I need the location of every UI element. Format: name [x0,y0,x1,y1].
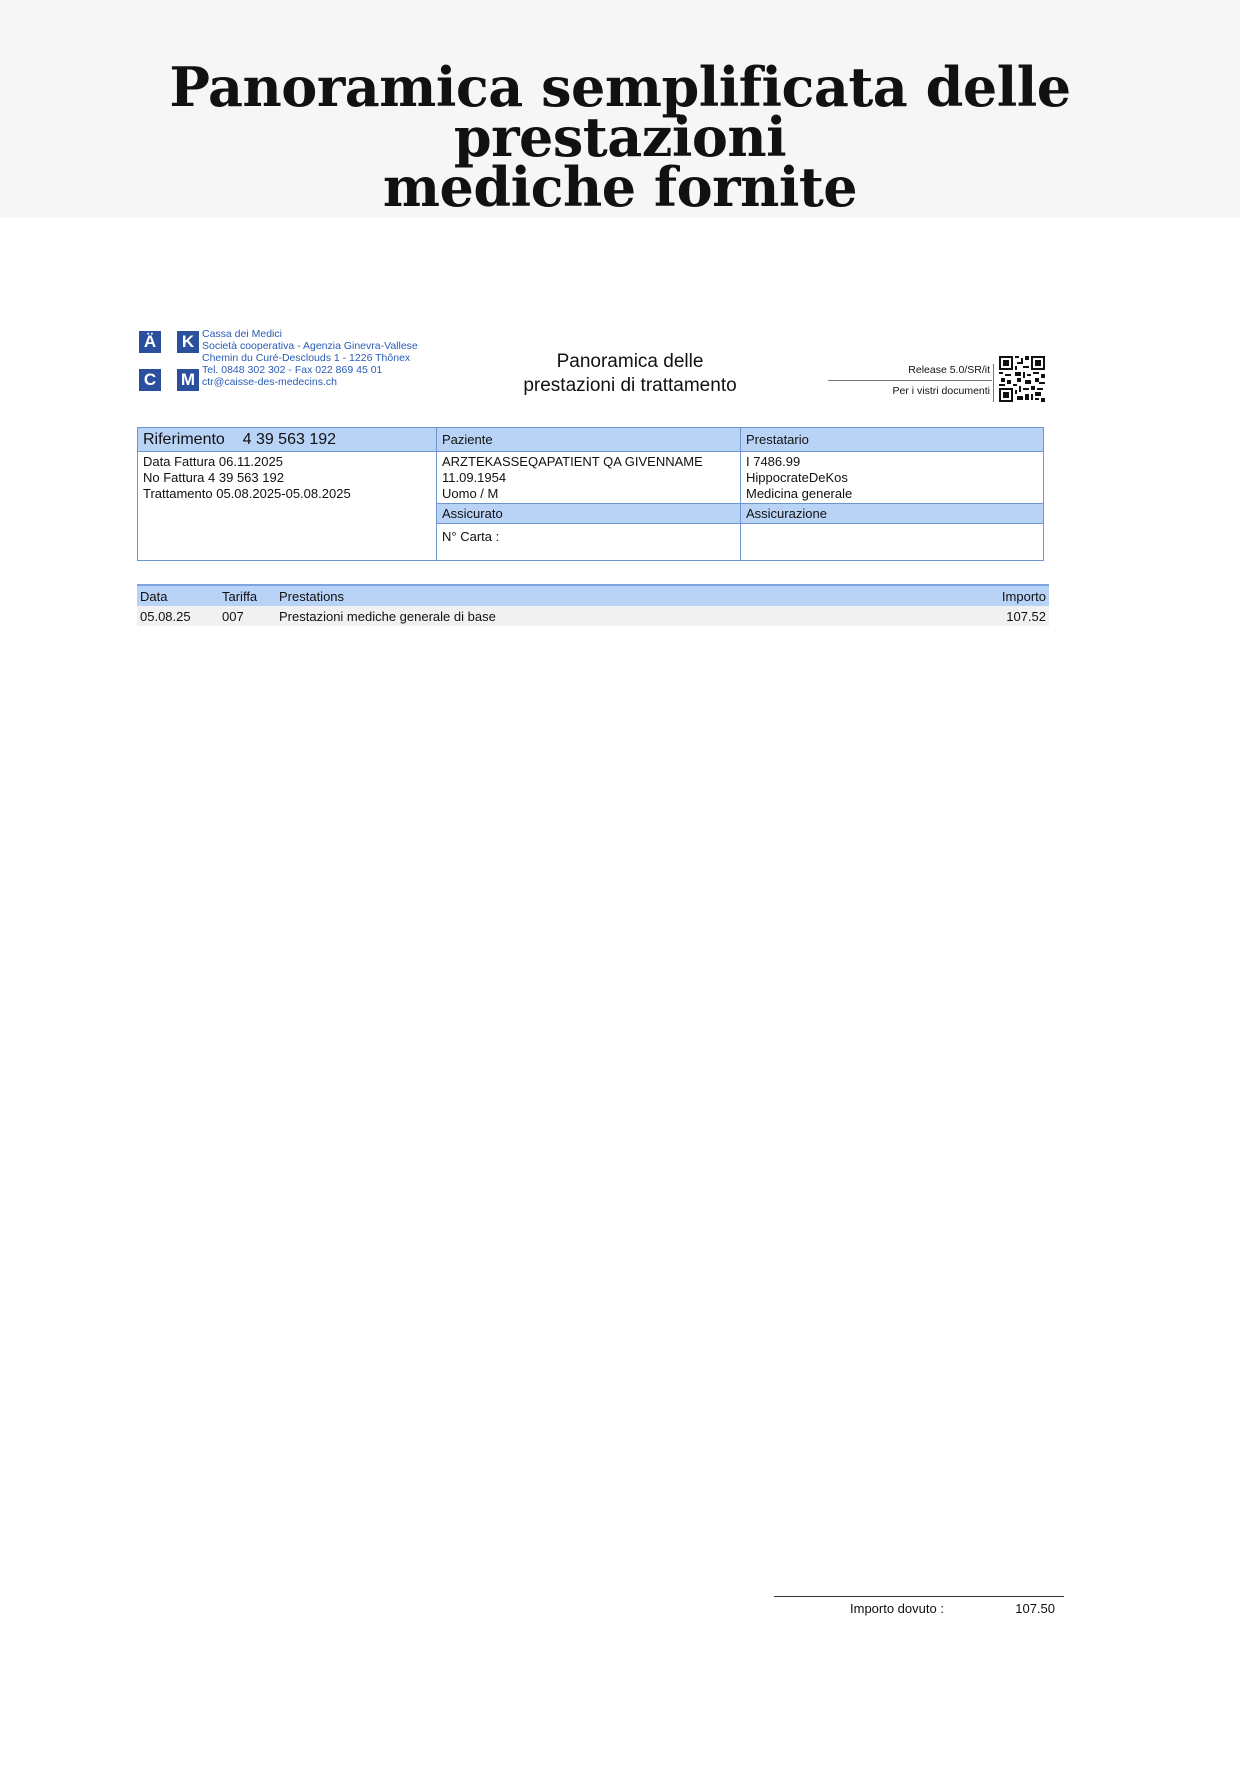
reference-column [138,428,437,560]
column-header-date: Data [137,585,219,606]
qr-code-icon [999,356,1045,402]
provider-specialty: Medicina generale [746,486,853,501]
page-title-line-1: Panoramica semplificata delle prestazioni [169,55,1071,169]
provider-name: HippocrateDeKos [746,470,848,485]
service-description: Prestazioni mediche generale di base [276,606,963,626]
company-email: ctr@caisse-des-medecins.ch [202,376,337,388]
reference-value: 4 39 563 192 [242,431,337,448]
company-address-block [202,328,418,388]
patient-name: ARZTEKASSEQAPATIENT QA GIVENNAME [442,454,703,469]
invoice-number: No Fattura 4 39 563 192 [143,470,284,485]
logo-letter-a: Ä [139,331,161,353]
document-title-line-1: Panoramica delle [556,351,704,372]
release-divider [993,364,994,402]
reference-label: Riferimento [143,431,225,448]
amount-due-value: 107.50 [1015,1601,1055,1616]
release-info [828,364,992,397]
document-title [480,350,780,398]
column-header-tariff: Tariffa [219,585,276,606]
logo-letter-c: C [139,369,161,391]
treatment-period: Trattamento 05.08.2025-05.08.2025 [143,486,351,501]
column-header-service: Prestations [276,585,963,606]
service-tariff: 007 [219,606,276,626]
page-title [0,55,1240,219]
provider-id: I 7486.99 [746,454,801,469]
service-amount: 107.52 [963,606,1049,626]
patient-column [437,428,741,560]
amount-due [774,1596,1064,1616]
company-type: Società cooperativa - Agenzia Ginevra-Vallese [202,340,418,352]
insured-header: Assicurato [437,503,740,524]
table-row [137,606,1049,626]
service-date: 05.08.25 [137,606,219,626]
services-table [137,584,1049,626]
invoice-info-box [137,427,1044,561]
document-title-line-2: prestazioni di trattamento [523,375,737,396]
provider-column [741,428,1043,560]
logo-letter-m: M [177,369,199,391]
patient-header: Paziente [437,428,740,452]
patient-sex: Uomo / M [442,486,499,501]
company-address: Chemin du Curé-Desclouds 1 - 1226 Thônex [202,352,411,364]
card-number-label: N° Carta : [442,529,500,544]
patient-birthdate: 11.09.1954 [442,470,507,485]
page-banner [0,0,1240,218]
provider-header: Prestatario [741,428,1043,452]
page-title-line-2: mediche fornite [382,155,858,219]
release-version: Release 5.0/SR/it [828,364,992,381]
insurance-header: Assicurazione [741,503,1043,524]
company-name: Cassa dei Medici [202,328,282,340]
documents-note: Per i vistri documenti [892,385,990,397]
services-header-row [137,585,1049,606]
amount-due-label: Importo dovuto : [850,1601,944,1616]
company-phone: Tel. 0848 302 302 - Fax 022 869 45 01 [202,364,383,376]
invoice-date: Data Fattura 06.11.2025 [143,454,283,469]
logo-letter-k: K [177,331,199,353]
reference-header [138,428,436,452]
column-header-amount: Importo [963,585,1049,606]
akcm-logo [139,331,199,393]
